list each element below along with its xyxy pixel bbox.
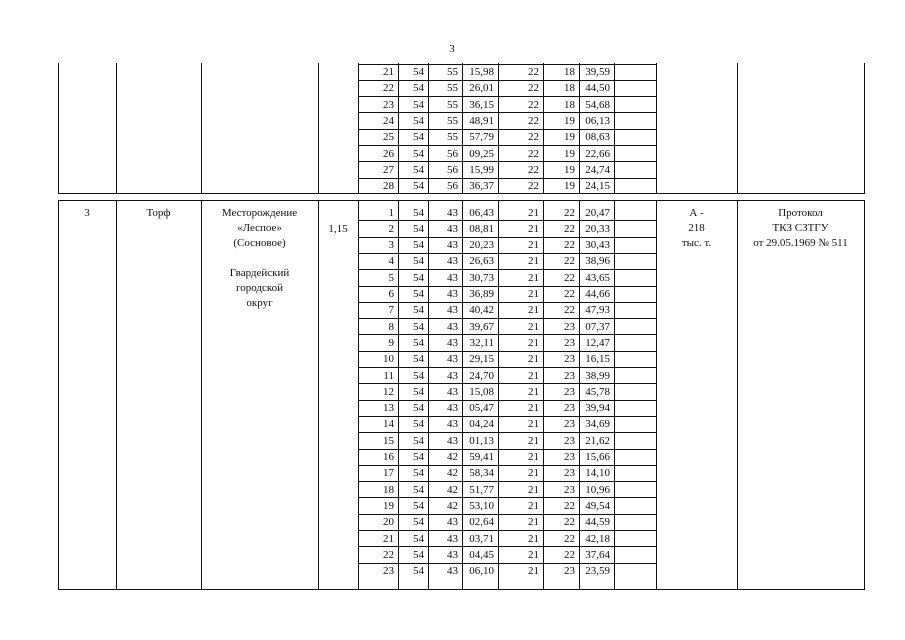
coordinate-cell: 54 xyxy=(413,434,424,447)
coordinate-cell: 53,10 xyxy=(469,499,494,512)
coordinate-cell: 48,91 xyxy=(469,114,494,127)
coordinate-cell: 43 xyxy=(447,271,458,284)
coordinate-cell: 23 xyxy=(383,98,394,111)
mineral-name: Торф xyxy=(146,207,171,219)
coordinate-cell: 43 xyxy=(447,320,458,333)
coordinate-cell: 27 xyxy=(383,163,394,176)
coordinate-cell: 21 xyxy=(528,451,539,463)
coordinate-cell: 23 xyxy=(564,353,575,366)
coordinate-cell: 15,99 xyxy=(469,163,494,176)
coordinate-cell: 21,62 xyxy=(585,434,610,447)
coordinate-cell: 40,42 xyxy=(469,304,494,317)
coordinate-cell: 38,96 xyxy=(585,255,610,268)
coordinate-cell: 47,93 xyxy=(585,304,610,317)
coordinate-cell: 43 xyxy=(447,239,458,252)
coordinate-cell: 44,59 xyxy=(585,516,610,529)
coordinate-cell: 28 xyxy=(383,180,394,193)
column-rule xyxy=(864,200,865,589)
coordinate-cell: 21 xyxy=(528,483,539,496)
coordinate-cell: 21 xyxy=(528,402,539,415)
coordinate-cell: 18 xyxy=(564,98,575,111)
coordinate-cell: 54 xyxy=(413,499,424,512)
coordinate-cell: 23 xyxy=(564,385,575,398)
coordinate-cell: 43 xyxy=(447,255,458,268)
coordinate-cell: 26,63 xyxy=(469,255,494,268)
coordinate-cell: 34,69 xyxy=(585,418,610,431)
coordinate-cell: 21 xyxy=(528,288,539,300)
coordinate-cell: 23 xyxy=(564,434,575,447)
row-rule xyxy=(58,589,865,590)
coordinate-cell: 54 xyxy=(413,271,424,284)
coordinate-cell: 22 xyxy=(564,222,575,235)
coordinate-cell: 23 xyxy=(564,467,575,480)
coordinate-cell: 45,78 xyxy=(585,385,610,398)
coordinate-cell: 17 xyxy=(383,467,394,480)
section-text: округ xyxy=(246,297,273,309)
coordinate-cell: 19 xyxy=(564,114,575,127)
coordinate-cell: 54 xyxy=(413,239,424,252)
coordinate-cell: 15 xyxy=(383,434,394,447)
coordinate-cell: 21 xyxy=(528,516,539,529)
coordinate-cell: 22 xyxy=(528,66,539,78)
coordinate-cell: 56 xyxy=(447,147,458,160)
coordinate-cell: 21 xyxy=(528,222,539,235)
coordinate-cell: 21 xyxy=(528,499,539,512)
coordinate-cell: 54 xyxy=(413,131,424,144)
row-rule xyxy=(358,64,657,65)
coordinate-cell: 21 xyxy=(528,548,539,561)
coordinate-cell: 12 xyxy=(383,385,394,398)
coordinate-cell: 51,77 xyxy=(469,483,494,496)
coordinate-cell: 22 xyxy=(564,206,575,219)
coordinate-cell: 44,66 xyxy=(585,288,610,300)
coordinate-cell: 23 xyxy=(564,451,575,463)
coordinate-cell: 22 xyxy=(528,114,539,127)
coordinate-cell: 36,37 xyxy=(469,180,494,193)
coordinate-cell: 54 xyxy=(413,320,424,333)
coordinate-cell: 43 xyxy=(447,418,458,431)
coordinate-cell: 43 xyxy=(447,206,458,219)
coordinate-cell: 21 xyxy=(528,206,539,219)
coordinate-cell: 42 xyxy=(447,467,458,480)
coordinate-cell: 54 xyxy=(413,255,424,268)
coordinate-cell: 54 xyxy=(413,483,424,496)
coordinate-cell: 36,89 xyxy=(469,288,494,300)
coordinate-cell: 06,10 xyxy=(469,565,494,578)
coordinate-cell: 22 xyxy=(528,163,539,176)
coordinate-cell: 43 xyxy=(447,304,458,317)
column-rule xyxy=(201,200,202,589)
coordinate-cell: 42 xyxy=(447,499,458,512)
coordinate-cell: 55 xyxy=(447,114,458,127)
section-text: тыс. т. xyxy=(681,237,712,249)
coordinate-cell: 43 xyxy=(447,532,458,545)
coordinate-cell: 16,15 xyxy=(585,353,610,366)
coordinate-cell: 9 xyxy=(388,336,394,349)
coordinate-cell: 23,59 xyxy=(585,565,610,578)
coordinate-cell: 14 xyxy=(383,418,394,431)
coordinate-cell: 43 xyxy=(447,336,458,349)
coordinate-cell: 43 xyxy=(447,288,458,300)
area-value: 1,15 xyxy=(328,223,348,235)
column-rule xyxy=(58,200,59,589)
coordinate-cell: 21 xyxy=(528,239,539,252)
coordinate-cell: 06,43 xyxy=(469,206,494,219)
coordinate-cell: 19 xyxy=(564,163,575,176)
coordinate-cell: 19 xyxy=(383,499,394,512)
section-text: Гвардейский xyxy=(229,267,290,279)
coordinate-cell: 54 xyxy=(413,147,424,160)
coordinate-cell: 54 xyxy=(413,532,424,545)
coordinate-cell: 43 xyxy=(447,402,458,415)
coordinate-cell: 37,64 xyxy=(585,548,610,561)
coordinate-cell: 23 xyxy=(564,565,575,578)
coordinate-cell: 21 xyxy=(528,565,539,578)
coordinate-cell: 21 xyxy=(528,353,539,366)
row-rule xyxy=(58,193,865,194)
coordinate-cell: 04,45 xyxy=(469,548,494,561)
coordinate-cell: 09,25 xyxy=(469,147,494,160)
coordinate-cell: 21 xyxy=(528,434,539,447)
coordinate-cell: 1 xyxy=(388,206,394,219)
coordinate-cell: 22 xyxy=(564,288,575,300)
coordinate-cell: 6 xyxy=(388,288,394,300)
coordinate-cell: 05,47 xyxy=(469,402,494,415)
coordinate-cell: 19 xyxy=(564,147,575,160)
coordinate-cell: 42,18 xyxy=(585,532,610,545)
coordinate-cell: 20 xyxy=(383,516,394,529)
coordinate-cell: 24 xyxy=(383,114,394,127)
coordinate-cell: 54,68 xyxy=(585,98,610,111)
coordinate-cell: 39,94 xyxy=(585,402,610,415)
coordinate-cell: 01,13 xyxy=(469,434,494,447)
coordinate-cell: 23 xyxy=(564,402,575,415)
coordinate-cell: 56 xyxy=(447,163,458,176)
coordinate-cell: 08,63 xyxy=(585,131,610,144)
coordinate-cell: 57,79 xyxy=(469,131,494,144)
coordinate-cell: 43 xyxy=(447,434,458,447)
coordinate-cell: 54 xyxy=(413,402,424,415)
coordinate-cell: 22 xyxy=(528,82,539,95)
coordinate-cell: 29,15 xyxy=(469,353,494,366)
column-rule xyxy=(737,63,738,194)
coordinate-cell: 54 xyxy=(413,467,424,480)
coordinate-cell: 43 xyxy=(447,369,458,382)
coordinate-cell: 43 xyxy=(447,516,458,529)
coordinate-cell: 54 xyxy=(413,451,424,463)
coordinate-cell: 21 xyxy=(528,532,539,545)
coordinate-cell: 7 xyxy=(388,304,394,317)
coordinate-cell: 39,59 xyxy=(585,66,610,78)
coordinate-cell: 21 xyxy=(528,320,539,333)
column-rule xyxy=(864,63,865,194)
column-rule xyxy=(318,200,319,589)
coordinate-cell: 22 xyxy=(528,147,539,160)
column-rule xyxy=(116,200,117,589)
coordinate-cell: 54 xyxy=(413,163,424,176)
coordinate-cell: 32,11 xyxy=(469,336,494,349)
section-text: Протокол xyxy=(778,207,823,219)
coordinate-cell: 54 xyxy=(413,180,424,193)
column-rule xyxy=(201,63,202,194)
coordinate-cell: 38,99 xyxy=(585,369,610,382)
coordinate-cell: 11 xyxy=(383,369,394,382)
coordinate-cell: 30,73 xyxy=(469,271,494,284)
coordinate-cell: 54 xyxy=(413,385,424,398)
column-rule xyxy=(318,63,319,194)
coordinate-cell: 04,24 xyxy=(469,418,494,431)
coordinate-cell: 22 xyxy=(383,82,394,95)
coordinate-cell: 55 xyxy=(447,82,458,95)
coordinate-cell: 54 xyxy=(413,66,424,78)
coordinate-cell: 21 xyxy=(383,532,394,545)
section-number: 3 xyxy=(84,207,90,219)
coordinate-cell: 21 xyxy=(528,369,539,382)
coordinate-cell: 26,01 xyxy=(469,82,494,95)
coordinate-cell: 22 xyxy=(564,304,575,317)
coordinate-cell: 22,66 xyxy=(585,147,610,160)
coordinate-cell: 21 xyxy=(528,271,539,284)
section-text: от 29.05.1969 № 511 xyxy=(753,237,848,249)
coordinate-cell: 22 xyxy=(528,180,539,193)
coordinate-cell: 19 xyxy=(564,131,575,144)
coordinate-cell: 54 xyxy=(413,548,424,561)
coordinate-cell: 30,43 xyxy=(585,239,610,252)
coordinate-cell: 55 xyxy=(447,66,458,78)
coordinate-cell: 22 xyxy=(564,532,575,545)
coordinate-cell: 56 xyxy=(447,180,458,193)
coordinate-cell: 21 xyxy=(528,418,539,431)
coordinate-cell: 18 xyxy=(564,66,575,78)
coordinate-cell: 24,70 xyxy=(469,369,494,382)
coordinate-cell: 23 xyxy=(564,336,575,349)
coordinate-cell: 39,67 xyxy=(469,320,494,333)
coordinate-cell: 22 xyxy=(564,548,575,561)
coordinate-cell: 54 xyxy=(413,222,424,235)
coordinate-cell: 43,65 xyxy=(585,271,610,284)
column-rule xyxy=(116,63,117,194)
section-text: «Леспое» xyxy=(237,222,282,234)
coordinate-cell: 54 xyxy=(413,304,424,317)
coordinate-cell: 22 xyxy=(528,131,539,144)
coordinate-cell: 54 xyxy=(413,565,424,578)
coordinate-cell: 54 xyxy=(413,206,424,219)
coordinate-cell: 43 xyxy=(447,222,458,235)
coordinate-cell: 54 xyxy=(413,418,424,431)
section-text: 218 xyxy=(688,222,705,234)
column-rule xyxy=(737,200,738,589)
coordinate-cell: 10 xyxy=(383,353,394,366)
coordinate-cell: 21 xyxy=(528,304,539,317)
coordinate-cell: 08,81 xyxy=(469,222,494,235)
coordinate-cell: 20,47 xyxy=(585,206,610,219)
coordinate-cell: 43 xyxy=(447,548,458,561)
coordinate-cell: 54 xyxy=(413,369,424,382)
coordinate-cell: 42 xyxy=(447,483,458,496)
coordinate-cell: 54 xyxy=(413,82,424,95)
coordinate-cell: 20,23 xyxy=(469,239,494,252)
coordinate-cell: 16 xyxy=(383,451,394,463)
coordinate-cell: 24,74 xyxy=(585,163,610,176)
coordinate-cell: 54 xyxy=(413,516,424,529)
coordinate-cell: 22 xyxy=(564,255,575,268)
coordinate-cell: 19 xyxy=(564,180,575,193)
coordinate-cell: 59,41 xyxy=(469,451,494,463)
coordinate-cell: 49,54 xyxy=(585,499,610,512)
section-text: (Сосновое) xyxy=(233,237,286,249)
coordinate-cell: 54 xyxy=(413,114,424,127)
coordinate-cell: 21 xyxy=(528,255,539,268)
coordinate-cell: 54 xyxy=(413,98,424,111)
coordinate-cell: 36,15 xyxy=(469,98,494,111)
coordinate-cell: 14,10 xyxy=(585,467,610,480)
coordinate-cell: 22 xyxy=(564,499,575,512)
coordinate-cell: 4 xyxy=(388,255,394,268)
coordinate-cell: 15,08 xyxy=(469,385,494,398)
coordinate-cell: 15,98 xyxy=(469,66,494,78)
coordinate-cell: 24,15 xyxy=(585,180,610,193)
coordinate-cell: 22 xyxy=(528,98,539,111)
coordinate-cell: 54 xyxy=(413,353,424,366)
section-text: Месторождение xyxy=(221,207,298,219)
column-rule xyxy=(58,63,59,194)
coordinate-cell: 42 xyxy=(447,451,458,463)
coordinate-cell: 23 xyxy=(564,320,575,333)
coordinate-cell: 18 xyxy=(383,483,394,496)
coordinate-cell: 22 xyxy=(564,516,575,529)
coordinate-cell: 8 xyxy=(388,320,394,333)
coordinate-cell: 2 xyxy=(388,222,394,235)
coordinate-cell: 18 xyxy=(564,82,575,95)
coordinate-cell: 22 xyxy=(564,239,575,252)
coordinate-cell: 43 xyxy=(447,385,458,398)
coordinate-cell: 55 xyxy=(447,131,458,144)
coordinate-cell: 3 xyxy=(388,239,394,252)
coordinate-cell: 58,34 xyxy=(469,467,494,480)
coordinate-cell: 15,66 xyxy=(585,451,610,463)
coordinate-cell: 54 xyxy=(413,336,424,349)
coordinate-cell: 23 xyxy=(383,565,394,578)
coordinate-cell: 21 xyxy=(528,336,539,349)
coordinate-cell: 20,33 xyxy=(585,222,610,235)
coordinate-cell: 43 xyxy=(447,353,458,366)
coordinate-cell: 10,96 xyxy=(585,483,610,496)
coordinate-cell: 13 xyxy=(383,402,394,415)
coordinate-cell: 54 xyxy=(413,288,424,300)
section-text: городской xyxy=(235,282,284,294)
coordinate-cell: 23 xyxy=(564,369,575,382)
coordinate-cell: 03,71 xyxy=(469,532,494,545)
coordinate-cell: 55 xyxy=(447,98,458,111)
coordinate-cell: 5 xyxy=(388,271,394,284)
coordinate-cell: 44,50 xyxy=(585,82,610,95)
coordinate-cell: 26 xyxy=(383,147,394,160)
coordinate-cell: 06,13 xyxy=(585,114,610,127)
section-text: А - xyxy=(689,207,704,219)
coordinate-cell: 22 xyxy=(564,271,575,284)
coordinate-cell: 23 xyxy=(564,418,575,431)
coordinate-cell: 02,64 xyxy=(469,516,494,529)
coordinate-cell: 21 xyxy=(528,467,539,480)
coordinate-cell: 25 xyxy=(383,131,394,144)
coordinate-cell: 23 xyxy=(564,483,575,496)
coordinate-cell: 43 xyxy=(447,565,458,578)
coordinate-cell: 22 xyxy=(383,548,394,561)
coordinate-cell: 07,37 xyxy=(585,320,610,333)
section-text: ТКЗ СЗТГУ xyxy=(772,222,829,234)
coordinate-cell: 21 xyxy=(528,385,539,398)
page-number: 3 xyxy=(449,43,455,55)
coordinate-cell: 21 xyxy=(383,66,394,78)
coordinate-cell: 12,47 xyxy=(585,336,610,349)
